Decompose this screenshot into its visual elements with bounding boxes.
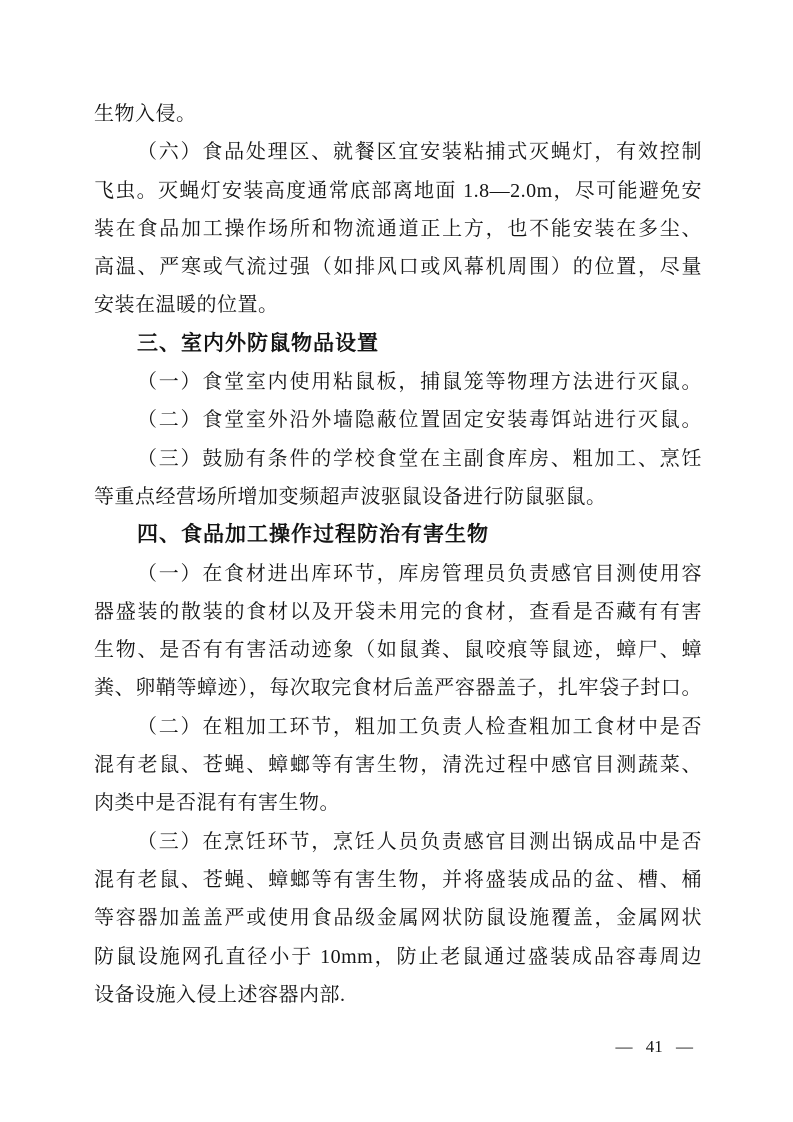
page-number: — 41 — [615,1037,693,1056]
text-line: 等容器加盖盖严或使用食品级金属网状防鼠设施覆盖，金属网状 [94,907,702,930]
text-line: 高温、严寒或气流过强（如排风口或风幕机周围）的位置，尽量 [94,256,702,279]
text-line: （二）食堂室外沿外墙隐蔽位置固定安装毒饵站进行灭鼠。 [137,409,702,432]
text-line: （二）在粗加工环节，粗加工负责人检查粗加工食材中是否 [137,715,702,738]
text-line: 器盛装的散装的食材以及开袋未用完的食材，查看是否藏有有害 [94,600,702,623]
text-line: 混有老鼠、苍蝇、蟑螂等有害生物，清洗过程中感官目测蔬菜、 [94,754,702,777]
text-line: 飞虫。灭蝇灯安装高度通常底部离地面 1.8—2.0m，尽可能避免安 [94,179,702,202]
text-line: （三）鼓励有条件的学校食堂在主副食库房、粗加工、烹饪 [137,447,702,470]
text-line: 生物、是否有有害活动迹象（如鼠粪、鼠咬痕等鼠迹，蟑尸、蟑 [94,639,702,662]
text-line: （一）在食材进出库环节，库房管理员负责感官目测使用容 [137,562,702,585]
section-heading: 三、室内外防鼠物品设置 [137,331,379,355]
text-line: 设备设施入侵上述容器内部. [94,983,346,1006]
document-body [94,95,702,1014]
text-line: （六）食品处理区、就餐区宜安装粘捕式灭蝇灯，有效控制 [137,141,702,164]
text-line: 防鼠设施网孔直径小于 10mm，防止老鼠通过盛装成品容毒周边 [94,945,702,968]
text-line: 混有老鼠、苍蝇、蟑螂等有害生物，并将盛装成品的盆、槽、桶 [94,868,702,891]
text-line: 安装在温暖的位置。 [94,294,279,317]
text-line: 等重点经营场所增加变频超声波驱鼠设备进行防鼠驱鼠。 [94,485,607,508]
text-line: 装在食品加工操作场所和物流通道正上方，也不能安装在多尘、 [94,217,702,240]
text-line: （一）食堂室内使用粘鼠板，捕鼠笼等物理方法进行灭鼠。 [137,371,702,394]
text-line: 生物入侵。 [94,103,197,125]
text-line: （三）在烹饪环节，烹饪人员负责感官目测出锅成品中是否 [137,830,702,853]
text-line: 肉类中是否混有有害生物。 [94,792,340,815]
section-heading: 四、食品加工操作过程防治有害生物 [137,523,489,547]
text-line: 粪、卵鞘等蟑迹），每次取完食材后盖严容器盖子，扎牢袋子封口。 [94,677,702,700]
page-footer [616,1036,694,1058]
